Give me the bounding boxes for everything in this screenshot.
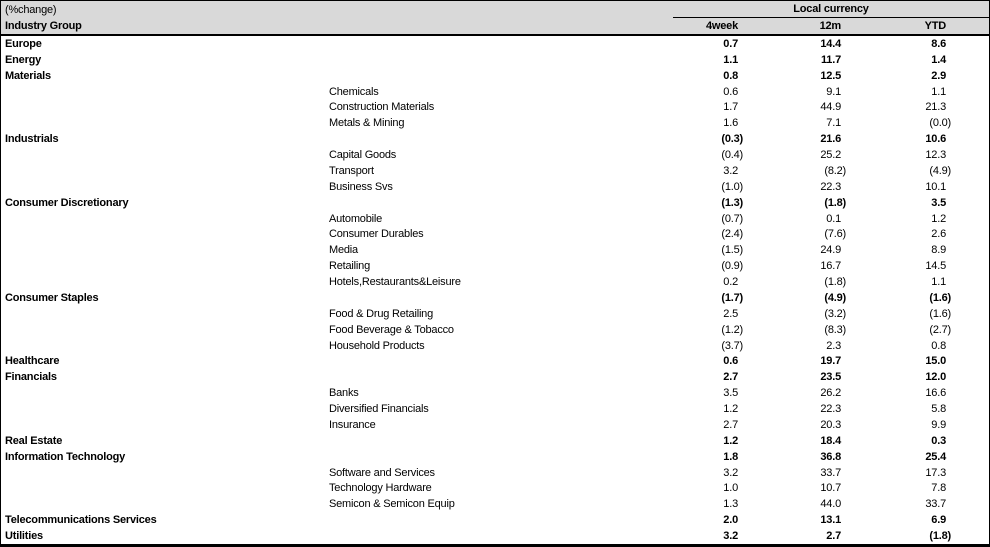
table-row <box>1 354 989 370</box>
value-4week: 1.2 <box>723 434 738 447</box>
value-ytd: 33.7 <box>925 498 946 511</box>
value-ytd: 0.8 <box>931 339 946 352</box>
row-label: Chemicals <box>329 85 379 98</box>
table-row <box>1 131 989 147</box>
value-4week: 2.7 <box>723 418 738 431</box>
value-ytd: 7.8 <box>931 482 946 495</box>
value-4week: 1.6 <box>723 117 738 130</box>
value-4week: 2.7 <box>723 371 738 384</box>
table-header <box>1 1 989 36</box>
value-12m: 2.3 <box>826 339 841 352</box>
value-ytd: 16.6 <box>925 387 946 400</box>
row-label: Metals & Mining <box>329 117 405 130</box>
value-4week: (0.7) <box>721 212 743 225</box>
row-label: Banks <box>329 387 359 400</box>
value-4week: 1.3 <box>723 498 738 511</box>
value-4week: (2.4) <box>721 228 743 241</box>
table-row <box>1 401 989 417</box>
value-ytd: 1.2 <box>931 212 946 225</box>
row-label: Diversified Financials <box>329 403 429 416</box>
value-ytd: 5.8 <box>931 403 946 416</box>
table-row <box>1 258 989 274</box>
table-row <box>1 179 989 195</box>
col-header-12m: 12m <box>819 20 841 32</box>
value-12m: 11.7 <box>820 53 841 66</box>
table-row <box>1 481 989 497</box>
row-label: Technology Hardware <box>329 482 432 495</box>
value-4week: 1.1 <box>723 53 738 66</box>
row-label: Consumer Staples <box>5 291 99 304</box>
row-label: Consumer Durables <box>329 228 424 241</box>
table-row <box>1 417 989 433</box>
value-12m: (4.9) <box>824 291 846 304</box>
row-label: Industrials <box>5 133 59 146</box>
value-12m: (7.6) <box>824 228 846 241</box>
value-12m: 44.9 <box>820 101 841 114</box>
table-row <box>1 433 989 449</box>
industry-group-header: Industry Group <box>5 20 82 32</box>
value-4week: 0.6 <box>723 85 738 98</box>
value-12m: 23.5 <box>820 371 841 384</box>
row-label: Telecommunications Services <box>5 514 157 527</box>
value-12m: 20.3 <box>820 418 841 431</box>
value-ytd: 8.6 <box>931 37 946 50</box>
table-row <box>1 147 989 163</box>
value-ytd: 9.9 <box>931 418 946 431</box>
row-label: Food Beverage & Tobacco <box>329 323 454 336</box>
value-12m: 12.5 <box>820 69 841 82</box>
value-4week: 1.8 <box>723 450 738 463</box>
value-4week: 1.0 <box>723 482 738 495</box>
value-4week: 2.0 <box>723 514 738 527</box>
value-4week: (0.9) <box>721 260 743 273</box>
value-12m: 10.7 <box>820 482 841 495</box>
value-12m: 18.4 <box>820 434 841 447</box>
value-4week: 2.5 <box>723 307 738 320</box>
table-row <box>1 211 989 227</box>
value-ytd: 2.9 <box>931 69 946 82</box>
value-12m: 2.7 <box>826 530 841 543</box>
row-label: Financials <box>5 371 57 384</box>
table-row <box>1 385 989 401</box>
row-label: Energy <box>5 53 42 66</box>
value-ytd: (0.0) <box>929 117 951 130</box>
row-label: Insurance <box>329 418 376 431</box>
row-label: Food & Drug Retailing <box>329 307 434 320</box>
row-label: Europe <box>5 37 42 50</box>
col-header-ytd: YTD <box>924 20 946 32</box>
value-ytd: 14.5 <box>925 260 946 273</box>
row-label: Healthcare <box>5 355 60 368</box>
value-ytd: 21.3 <box>925 101 946 114</box>
value-ytd: 12.0 <box>925 371 946 384</box>
value-4week: (3.7) <box>721 339 743 352</box>
table-body <box>1 36 989 544</box>
table-row <box>1 36 989 52</box>
value-ytd: (1.6) <box>929 291 951 304</box>
table-row <box>1 52 989 68</box>
value-12m: (3.2) <box>824 307 846 320</box>
value-ytd: 6.9 <box>931 514 946 527</box>
table-row <box>1 496 989 512</box>
row-label: Business Svs <box>329 180 393 193</box>
table-row <box>1 100 989 116</box>
value-4week: (1.0) <box>721 180 743 193</box>
row-label: Semicon & Semicon Equip <box>329 498 455 511</box>
value-ytd: 12.3 <box>925 149 946 162</box>
row-label: Capital Goods <box>329 149 397 162</box>
table-row <box>1 115 989 131</box>
value-4week: (0.3) <box>721 133 743 146</box>
value-ytd: 3.5 <box>931 196 946 209</box>
value-ytd: (4.9) <box>929 164 951 177</box>
value-12m: 25.2 <box>820 149 841 162</box>
value-12m: 16.7 <box>820 260 841 273</box>
col-header-4week: 4week <box>705 20 738 32</box>
value-4week: 0.7 <box>723 37 738 50</box>
value-ytd: 17.3 <box>925 466 946 479</box>
value-12m: 44.0 <box>820 498 841 511</box>
value-4week: 1.7 <box>723 101 738 114</box>
table-row <box>1 68 989 84</box>
row-label: Media <box>329 244 358 257</box>
value-4week: (1.2) <box>721 323 743 336</box>
value-ytd: 1.1 <box>931 276 946 289</box>
value-4week: 0.2 <box>723 276 738 289</box>
value-12m: 21.6 <box>820 133 841 146</box>
value-12m: 13.1 <box>820 514 841 527</box>
value-ytd: 10.1 <box>925 180 946 193</box>
table-row <box>1 274 989 290</box>
value-12m: (1.8) <box>824 196 846 209</box>
row-label: Hotels,Restaurants&Leisure <box>329 276 461 289</box>
pct-change-label: (%change) <box>5 3 57 16</box>
value-12m: 26.2 <box>820 387 841 400</box>
row-label: Household Products <box>329 339 425 352</box>
value-ytd: (2.7) <box>929 323 951 336</box>
value-4week: (1.5) <box>721 244 743 257</box>
row-label: Materials <box>5 69 51 82</box>
value-4week: 3.2 <box>723 164 738 177</box>
value-ytd: 15.0 <box>925 355 946 368</box>
header-row-top <box>1 1 989 18</box>
value-4week: 3.2 <box>723 466 738 479</box>
row-label: Information Technology <box>5 450 126 463</box>
value-ytd: 25.4 <box>925 450 946 463</box>
value-ytd: 10.6 <box>925 133 946 146</box>
value-12m: (1.8) <box>824 276 846 289</box>
value-12m: 24.9 <box>820 244 841 257</box>
row-label: Software and Services <box>329 466 435 479</box>
value-ytd: 8.9 <box>931 244 946 257</box>
table-row <box>1 322 989 338</box>
value-12m: 19.7 <box>820 355 841 368</box>
row-label: Utilities <box>5 530 43 543</box>
table-row <box>1 290 989 306</box>
value-4week: 3.2 <box>723 530 738 543</box>
value-12m: 0.1 <box>826 212 841 225</box>
value-4week: 0.8 <box>723 69 738 82</box>
value-4week: (1.7) <box>721 291 743 304</box>
value-4week: 0.6 <box>723 355 738 368</box>
value-ytd: (1.8) <box>929 530 951 543</box>
value-ytd: 1.1 <box>931 85 946 98</box>
row-label: Retailing <box>329 260 371 273</box>
value-12m: 7.1 <box>826 117 841 130</box>
table-row <box>1 242 989 258</box>
value-ytd: 0.3 <box>931 434 946 447</box>
table-row <box>1 449 989 465</box>
row-label: Construction Materials <box>329 101 435 114</box>
value-12m: 33.7 <box>820 466 841 479</box>
row-label: Real Estate <box>5 434 63 447</box>
value-12m: (8.3) <box>824 323 846 336</box>
row-label: Consumer Discretionary <box>5 196 129 209</box>
value-12m: 14.4 <box>820 37 841 50</box>
value-12m: 22.3 <box>820 403 841 416</box>
row-label: Transport <box>329 164 374 177</box>
value-12m: 22.3 <box>820 180 841 193</box>
table-row <box>1 306 989 322</box>
table-row <box>1 528 989 544</box>
table-row <box>1 512 989 528</box>
value-4week: (0.4) <box>721 149 743 162</box>
value-12m: (8.2) <box>824 164 846 177</box>
value-ytd: (1.6) <box>929 307 951 320</box>
table-row <box>1 195 989 211</box>
value-ytd: 2.6 <box>931 228 946 241</box>
table-row <box>1 227 989 243</box>
table-row <box>1 84 989 100</box>
value-ytd: 1.4 <box>931 53 946 66</box>
value-4week: 3.5 <box>723 387 738 400</box>
value-12m: 36.8 <box>820 450 841 463</box>
table-row <box>1 338 989 354</box>
header-row-columns <box>1 18 989 34</box>
value-4week: (1.3) <box>721 196 743 209</box>
value-4week: 1.2 <box>723 403 738 416</box>
table-row <box>1 369 989 385</box>
table-row <box>1 465 989 481</box>
row-label: Automobile <box>329 212 383 225</box>
table-row <box>1 163 989 179</box>
local-currency-column-group: Local currency <box>673 1 989 18</box>
value-12m: 9.1 <box>826 85 841 98</box>
